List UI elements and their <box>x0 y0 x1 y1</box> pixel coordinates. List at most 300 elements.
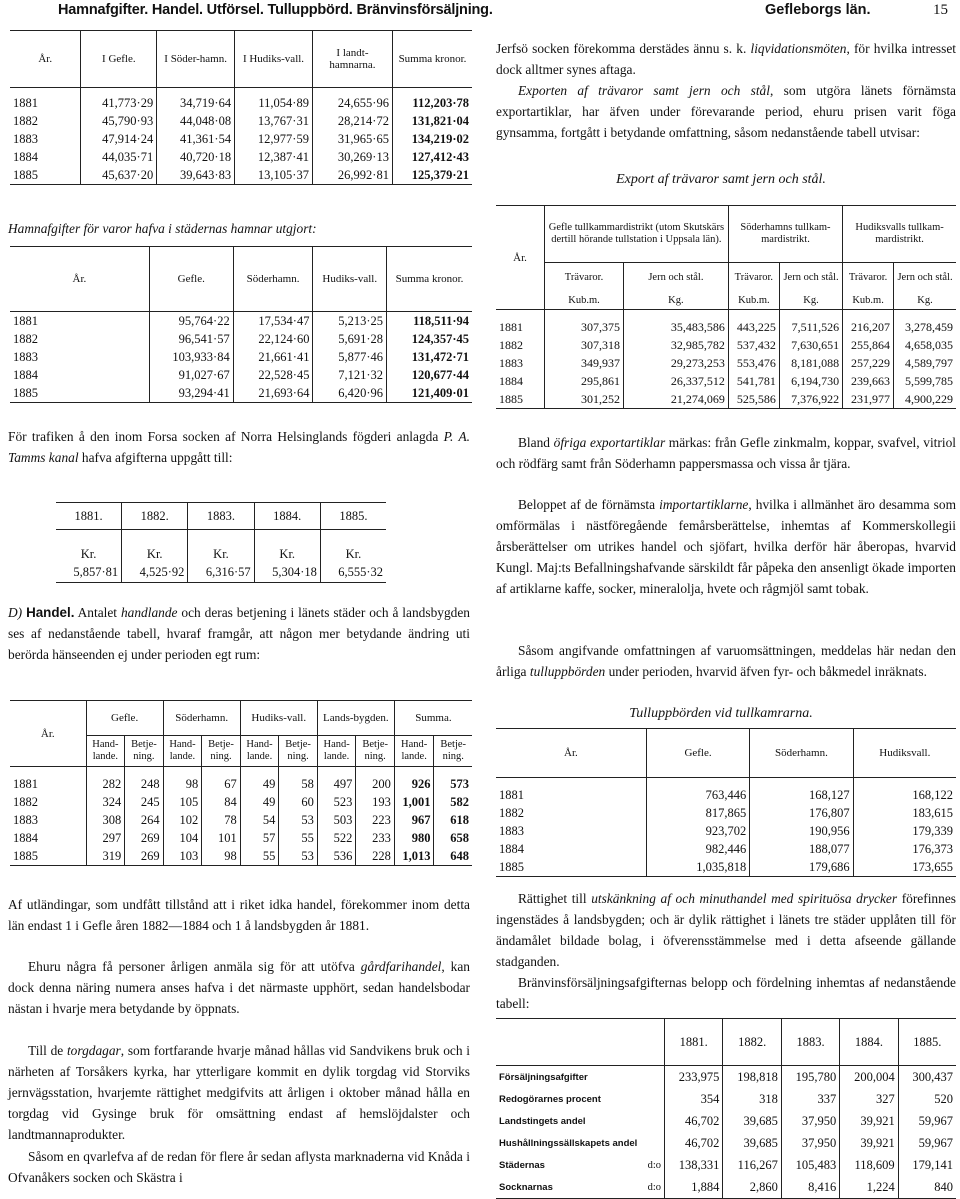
value-cell: 124,357·45 <box>387 330 473 348</box>
paragraph: Hamnafgifter för varor hafva i städernas hamnar utgjort: <box>8 221 317 236</box>
row-label <box>496 1066 665 1089</box>
value-cell: 21,693·64 <box>233 384 313 403</box>
year-cell: 1882 <box>499 337 523 352</box>
value-cell: 4,900,229 <box>894 390 956 409</box>
sub-header: Hand-lande. <box>86 736 125 767</box>
value-cell: 817,865 <box>646 804 749 822</box>
row-label-text: Redogörarnes procent <box>499 1093 601 1105</box>
value-cell: 5,304·18 <box>254 562 320 583</box>
value-cell: 198,818 <box>723 1066 781 1089</box>
year-cell: 1883 <box>13 131 38 146</box>
year-cell: 1881 <box>13 313 38 328</box>
text: och deras betjening i länets städer och å landsbygden ses af nedanstående tabell, hvaraf framgår, att någon mer betydande ändring uti berörda hänseenden ej under perioden egt rum: <box>8 605 470 662</box>
value-cell: 1,224 <box>840 1176 898 1199</box>
value-cell: 29,273,253 <box>624 354 729 372</box>
unit-header: Kg. <box>779 293 842 310</box>
paragraph-bland <box>496 432 956 474</box>
value-cell: 58 <box>279 767 317 794</box>
text: liqvidationsmöten <box>750 41 847 56</box>
value-cell: 168,122 <box>853 778 956 805</box>
sub-header: Trävaror. <box>545 263 624 294</box>
table-row <box>10 366 472 384</box>
value-cell: 5,691·28 <box>313 330 387 348</box>
value-cell: 193 <box>356 793 394 811</box>
year-cell: 1883 <box>13 349 38 364</box>
text: importartiklarne <box>659 497 749 512</box>
year-header: 1885. <box>898 1019 956 1066</box>
unit-header: Kg. <box>624 293 729 310</box>
value-cell: 307,318 <box>545 336 624 354</box>
row-label <box>496 1132 665 1154</box>
value-cell: 35,483,586 <box>624 310 729 337</box>
value-cell: 67 <box>202 767 240 794</box>
table-row <box>10 312 472 331</box>
value-cell: 318 <box>723 1088 781 1110</box>
value-cell: 200 <box>356 767 394 794</box>
value-cell: 354 <box>665 1088 723 1110</box>
paragraph: Såsom en qvarlefva af de redan för flere år sedan aflysta marknaderna vid Knåda i Ofvanåkers socken och Skästra i <box>8 1149 470 1185</box>
paragraph-handel <box>8 602 470 665</box>
value-cell: 503 <box>317 811 356 829</box>
value-cell: 39,921 <box>840 1110 898 1132</box>
value-cell: 183,615 <box>853 804 956 822</box>
year-header: 1884. <box>254 503 320 530</box>
row-label-text: Landstingets andel <box>499 1115 586 1127</box>
header-row <box>10 701 472 736</box>
table-row <box>10 88 472 113</box>
value-cell: 522 <box>317 829 356 847</box>
table-row <box>10 148 472 166</box>
table-row <box>10 811 472 829</box>
value-cell: 17,534·47 <box>233 312 313 331</box>
unit-header: Kub.m. <box>545 293 624 310</box>
value-cell: 7,630,651 <box>779 336 842 354</box>
table-row <box>496 354 956 372</box>
value-cell: 46,702 <box>665 1110 723 1132</box>
value-cell: 96,541·57 <box>149 330 233 348</box>
value-cell: 7,511,526 <box>779 310 842 337</box>
table-row <box>496 1132 956 1154</box>
table-row <box>10 112 472 130</box>
text: hafva afgifterna uppgått till: <box>78 450 233 465</box>
value-cell: 30,269·13 <box>312 148 392 166</box>
text: Exporten af trävaror samt jern och stål <box>518 83 770 98</box>
value-cell: 179,339 <box>853 822 956 840</box>
value-cell: 228 <box>356 847 394 866</box>
header-row <box>496 206 956 263</box>
value-cell: 541,781 <box>728 372 779 390</box>
value-cell: 44,035·71 <box>81 148 157 166</box>
year-cell: 1885 <box>499 859 524 874</box>
value-cell: 443,225 <box>728 310 779 337</box>
year-cell: 1884 <box>499 373 523 388</box>
value-cell: 319 <box>86 847 125 866</box>
group-header: Hudiksvalls tullkam-mardistrikt. <box>843 206 956 263</box>
table-row <box>56 503 386 530</box>
text: , som utgöra länets förnämsta exportartiklar, har äfven under förevarande period, ehuru prisen varit föga gynsamma, fortgått i betydande omfattning, såsom nedanstående tabell utvisar: <box>496 83 956 140</box>
text: under perioden, hvarvid äfven fyr- och båkmedel inräknats. <box>605 664 927 679</box>
value-cell: 24,655·96 <box>312 88 392 113</box>
value-cell: 233,975 <box>665 1066 723 1089</box>
value-cell: 55 <box>279 829 317 847</box>
value-cell: 40,720·18 <box>157 148 235 166</box>
table-row <box>10 130 472 148</box>
year-cell: 1881 <box>499 319 523 334</box>
value-cell: 3,278,459 <box>894 310 956 337</box>
year-cell: 1884 <box>13 149 38 164</box>
value-cell: 176,807 <box>750 804 853 822</box>
paragraph-export <box>496 80 956 143</box>
year-cell: 1882 <box>13 331 38 346</box>
value-cell: 176,373 <box>853 840 956 858</box>
col-header: År. <box>496 206 545 310</box>
group-header: Gefle. <box>86 701 163 736</box>
running-head-right: Gefleborgs län. <box>765 2 871 18</box>
value-cell: 53 <box>279 847 317 866</box>
value-cell: 8,181,088 <box>779 354 842 372</box>
value-cell: 12,977·59 <box>235 130 313 148</box>
year-cell: 1882 <box>13 113 38 128</box>
value-cell: 520 <box>898 1088 956 1110</box>
row-label-text: Hushållningssällskapets andel <box>499 1137 638 1149</box>
value-cell: 5,857·81 <box>73 564 119 579</box>
table-row <box>10 793 472 811</box>
unit-header: Kg. <box>894 293 956 310</box>
table-row <box>10 847 472 866</box>
row-label <box>496 1176 665 1199</box>
table-row <box>496 336 956 354</box>
value-cell: 44,048·08 <box>157 112 235 130</box>
col-header: Söderhamn. <box>233 247 313 312</box>
value-cell: 103 <box>163 847 202 866</box>
value-cell: 179,686 <box>750 858 853 877</box>
value-cell: 233 <box>356 829 394 847</box>
value-cell: 103,933·84 <box>149 348 233 366</box>
col-header: År. <box>10 701 86 767</box>
value-cell: 118,511·94 <box>387 312 473 331</box>
value-cell: 173,655 <box>853 858 956 877</box>
group-header: Hudiks-vall. <box>240 701 317 736</box>
year-cell: 1885 <box>13 167 38 182</box>
value-cell: 337 <box>781 1088 839 1110</box>
value-cell: 78 <box>202 811 240 829</box>
text: , kan dock denna näring numera anses hafva i det närmaste upphört, sedan handelsbodar nästan i hvarje mera betydande by öppnats. <box>8 959 470 1016</box>
table-row <box>496 858 956 877</box>
sub-header: Jern och stål. <box>894 263 956 294</box>
value-cell: 120,677·44 <box>387 366 473 384</box>
row-label-text: Socknarnas <box>499 1181 553 1193</box>
value-cell: 55 <box>240 847 279 866</box>
text: P. A. Tamms kanal <box>8 429 470 465</box>
group-header: Summa. <box>394 701 472 736</box>
col-header: I landt-hamnarna. <box>312 31 392 88</box>
value-cell: 297 <box>86 829 125 847</box>
value-cell: 131,821·04 <box>392 112 472 130</box>
value-cell: 59,967 <box>898 1110 956 1132</box>
value-cell: 307,375 <box>545 310 624 337</box>
value-cell: 269 <box>125 847 163 866</box>
value-cell: 41,361·54 <box>157 130 235 148</box>
value-cell: 6,555·32 <box>320 562 386 583</box>
value-cell: 127,412·43 <box>392 148 472 166</box>
value-cell: 121,409·01 <box>387 384 473 403</box>
value-cell: 2,860 <box>723 1176 781 1199</box>
value-cell: 95,764·22 <box>149 312 233 331</box>
group-header: Söderhamn. <box>163 701 240 736</box>
year-header: 1884. <box>840 1019 898 1066</box>
value-cell: 840 <box>898 1176 956 1199</box>
year-cell: 1881 <box>13 776 38 791</box>
page-header <box>58 2 948 24</box>
value-cell: 179,141 <box>898 1154 956 1176</box>
value-cell: 39,685 <box>723 1110 781 1132</box>
value-cell: 7,376,922 <box>779 390 842 409</box>
value-cell: 26,992·81 <box>312 166 392 185</box>
sub-header: Trävaror. <box>843 263 894 294</box>
value-cell: 37,950 <box>781 1132 839 1154</box>
table-row <box>496 1110 956 1132</box>
text: tulluppbörden <box>529 664 606 679</box>
text: förefinnes ingenstädes å landsbygden; och är dylik rättighet i länets tre städer upplåten till för ändamålet bildade bolag, i öfverensstämmelse med i detta afseende gällande stadganden. <box>496 891 956 969</box>
paragraph: Bränvinsförsäljningsafgifternas belopp och fördelning inhemtas af nedanstående tabell: <box>496 975 956 1011</box>
value-cell: 98 <box>163 767 202 794</box>
year-cell: 1885 <box>13 848 38 863</box>
sub-header: Hand-lande. <box>394 736 434 767</box>
row-label <box>496 1088 665 1110</box>
value-cell: 118,609 <box>840 1154 898 1176</box>
unit-header: Kub.m. <box>843 293 894 310</box>
value-cell: 101 <box>202 829 240 847</box>
value-cell: 523 <box>317 793 356 811</box>
text: öfriga exportartiklar <box>553 435 666 450</box>
value-cell: 269 <box>125 829 163 847</box>
group-header: Gefle tullkammardistrikt (utom Skutskärs dertill hörande tullstation i Uppsala län). <box>545 206 729 263</box>
value-cell: 31,965·65 <box>312 130 392 148</box>
paragraph-rattighet <box>496 888 956 972</box>
table-row <box>496 840 956 858</box>
value-cell: 138,331 <box>665 1154 723 1176</box>
year-cell: 1885 <box>499 391 523 406</box>
text: Såsom angifvande omfattningen af varuomsättningen, meddelas här nedan den årliga <box>496 643 956 679</box>
col-header: Hudiksvall. <box>853 729 956 778</box>
text: , hvilka i allmänhet äro desamma som omförmälas i nästföregående femårsberättelse, inhemtas af Kommerskollegii årsberättelser om utrikes handel och sjöfart, hvilka derför här åberopas, hvarvid Kungl. Maj:ts Befallningshafvande särskildt får påpeka den ansenligt ökade importen af artiklarne kaffe, socker, mineralolja, hvete och rågmjöl samt tobak. <box>496 497 956 596</box>
value-cell: 4,658,035 <box>894 336 956 354</box>
table-row <box>496 1154 956 1176</box>
paragraph-jerfso <box>496 38 956 80</box>
table-row <box>10 330 472 348</box>
year-cell: 1883 <box>13 812 38 827</box>
value-cell: 536 <box>317 847 356 866</box>
text: , för hvilka intresset dock alltmer synes aftaga. <box>496 41 956 77</box>
table-row <box>496 310 956 337</box>
value-cell: 134,219·02 <box>392 130 472 148</box>
year-cell: 1882 <box>499 805 524 820</box>
value-cell: 49 <box>240 767 279 794</box>
value-cell: 582 <box>434 793 472 811</box>
col-header: År. <box>564 747 578 759</box>
value-cell: 4,589,797 <box>894 354 956 372</box>
year-cell: 1882 <box>13 794 38 809</box>
value-cell: 231,977 <box>843 390 894 409</box>
year-cell: 1885 <box>13 385 38 400</box>
value-cell: 1,001 <box>394 793 434 811</box>
sub-header: Jern och stål. <box>624 263 729 294</box>
value-cell: 12,387·41 <box>235 148 313 166</box>
paragraph: Af utländingar, som undfått tillstånd att i riket idka handel, förekommer inom detta län endast 1 i Gefle åren 1882—1884 och 1 å landsbygden år 1881. <box>8 897 470 933</box>
group-header: Lands-bygden. <box>317 701 394 736</box>
value-cell: 324 <box>86 793 125 811</box>
table-row <box>56 530 386 563</box>
year-cell: 1884 <box>499 841 524 856</box>
value-cell: 116,267 <box>723 1154 781 1176</box>
year-cell: 1881 <box>499 787 524 802</box>
paragraph-gardfari <box>8 956 470 1019</box>
col-header: Gefle. <box>646 729 749 778</box>
table-row <box>10 767 472 794</box>
value-cell: 22,528·45 <box>233 366 313 384</box>
value-cell: 98 <box>202 847 240 866</box>
value-cell: 5,877·46 <box>313 348 387 366</box>
text: torgdagar <box>66 1043 121 1058</box>
value-cell: 11,054·89 <box>235 88 313 113</box>
value-cell: 105,483 <box>781 1154 839 1176</box>
text: Ehuru några få personer årligen anmäla sig för att utöfva <box>28 959 361 974</box>
sub-header: Hand-lande. <box>240 736 279 767</box>
value-cell: 967 <box>394 811 434 829</box>
text: märkas: från Gefle zinkmalm, koppar, svafvel, vitriol och rödfärg samt från Söderhamn pappersmassa och vissa år tjära. <box>496 435 956 471</box>
value-cell: 980 <box>394 829 434 847</box>
paragraph-trafik <box>8 426 470 468</box>
section-title: Handel. <box>26 605 75 620</box>
paragraph-sasom <box>496 640 956 682</box>
col-header: I Gefle. <box>81 31 157 88</box>
value-cell: 223 <box>356 811 394 829</box>
group-header: Söderhamns tullkam-mardistrikt. <box>728 206 842 263</box>
value-cell: 216,207 <box>843 310 894 337</box>
text: Beloppet af de förnämsta <box>518 497 660 512</box>
unit-cell: Kr. <box>320 530 386 563</box>
value-cell: 39,643·83 <box>157 166 235 185</box>
value-cell: 308 <box>86 811 125 829</box>
row-label-text: Städernas <box>499 1159 545 1171</box>
header-row <box>496 293 956 310</box>
empty-header <box>496 1019 665 1066</box>
unit-cell: Kr. <box>122 530 188 563</box>
value-cell: 84 <box>202 793 240 811</box>
text: Antalet <box>74 605 121 620</box>
canal-fees-table <box>56 502 386 583</box>
value-cell: 327 <box>840 1088 898 1110</box>
value-cell: 349,937 <box>545 354 624 372</box>
text: Jerfsö socken förekomma derstädes ännu s. k. <box>496 41 751 56</box>
value-cell: 39,921 <box>840 1132 898 1154</box>
value-cell: 32,985,782 <box>624 336 729 354</box>
value-cell: 763,446 <box>646 778 749 805</box>
value-cell: 195,780 <box>781 1066 839 1089</box>
value-cell: 104 <box>163 829 202 847</box>
year-cell: 1883 <box>499 823 524 838</box>
value-cell: 112,203·78 <box>392 88 472 113</box>
value-cell: 54 <box>240 811 279 829</box>
value-cell: 13,767·31 <box>235 112 313 130</box>
col-header: I Hudiks-vall. <box>235 31 313 88</box>
value-cell: 53 <box>279 811 317 829</box>
unit-cell: Kr. <box>80 547 97 561</box>
value-cell: 168,127 <box>750 778 853 805</box>
col-header: Söderhamn. <box>750 729 853 778</box>
sub-header: Betje-ning. <box>434 736 472 767</box>
table-row <box>10 384 472 403</box>
value-cell: 60 <box>279 793 317 811</box>
value-cell: 46,702 <box>665 1132 723 1154</box>
table-row <box>10 829 472 847</box>
year-header: 1881. <box>74 508 103 523</box>
text: utskänkning af och minuthandel med spirituösa drycker <box>591 891 898 906</box>
value-cell: 537,432 <box>728 336 779 354</box>
text: handlande <box>120 605 178 620</box>
col-header: I Söder-hamn. <box>157 31 235 88</box>
sub-header: Hand-lande. <box>163 736 202 767</box>
year-cell: 1884 <box>13 367 38 382</box>
value-cell: 37,950 <box>781 1110 839 1132</box>
value-cell: 239,663 <box>843 372 894 390</box>
value-cell: 923,702 <box>646 822 749 840</box>
col-header: Summa kronor. <box>387 247 473 312</box>
table-row <box>56 562 386 583</box>
value-cell: 6,420·96 <box>313 384 387 403</box>
year-header: 1885. <box>320 503 386 530</box>
spirits-fees-table <box>496 1018 956 1199</box>
col-header: Hudiks-vall. <box>313 247 387 312</box>
sub-header: Betje-ning. <box>279 736 317 767</box>
running-head-left: Hamnafgifter. Handel. Utförsel. Tulluppbörd. Bränvinsförsäljning. <box>58 2 493 18</box>
value-cell: 49 <box>240 793 279 811</box>
value-cell: 245 <box>125 793 163 811</box>
value-cell: 282 <box>86 767 125 794</box>
unit-cell: Kr. <box>254 530 320 563</box>
table-row <box>496 390 956 409</box>
year-cell: 1881 <box>13 95 38 110</box>
unit-header: Kub.m. <box>728 293 779 310</box>
col-header: År. <box>38 53 53 65</box>
text: Till de <box>28 1043 67 1058</box>
value-cell: 1,035,818 <box>646 858 749 877</box>
value-cell: 525,586 <box>728 390 779 409</box>
value-cell: 255,864 <box>843 336 894 354</box>
value-cell: 93,294·41 <box>149 384 233 403</box>
text: Rättighet till <box>518 891 592 906</box>
paragraph-belopp <box>496 494 956 599</box>
sub-header: Betje-ning. <box>356 736 394 767</box>
value-cell: 5,599,785 <box>894 372 956 390</box>
value-cell: 22,124·60 <box>233 330 313 348</box>
value-cell: 658 <box>434 829 472 847</box>
value-cell: 41,773·29 <box>81 88 157 113</box>
table-row <box>496 1066 956 1089</box>
row-label-unit: d:o <box>647 1181 661 1193</box>
year-cell: 1883 <box>499 355 523 370</box>
col-header: Gefle. <box>149 247 233 312</box>
text: , som fortfarande hvarje månad hållas vid Sandvikens bruk och i närheten af Torsåkers kyrka, har ytterligare kommit en dylik torgdag vid Storviks jernvägsstation, hvarjemte rättighet medgifvits att årligen i oktober månad hålla en torgdag vid Gysinge bruk för omsättning endast af hemslöjdalster och landtmannaprodukter. <box>8 1043 470 1142</box>
col-header: År. <box>72 273 87 285</box>
value-cell: 5,213·25 <box>313 312 387 331</box>
customs-table <box>496 728 956 877</box>
value-cell: 248 <box>125 767 163 794</box>
export-table <box>496 205 956 409</box>
year-header: 1883. <box>188 503 254 530</box>
value-cell: 1,884 <box>665 1176 723 1199</box>
sub-header: Betje-ning. <box>125 736 163 767</box>
